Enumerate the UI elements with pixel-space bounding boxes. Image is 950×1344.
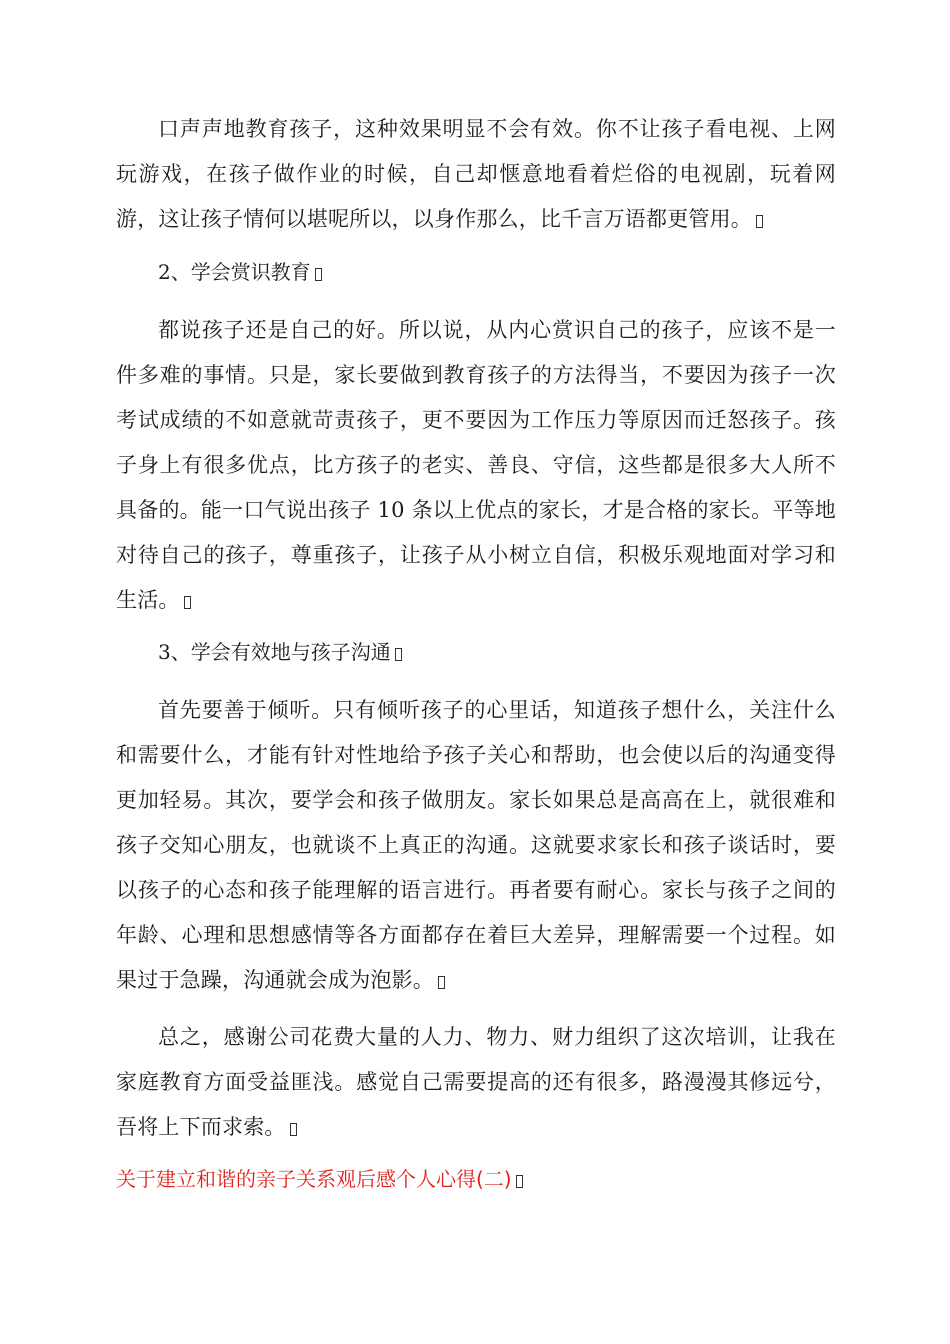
paragraph-1-text: 口声声地教育孩子，这种效果明显不会有效。你不让孩子看电视、上网玩游戏，在孩子做作业的时候，自己却惬意地看着烂俗的电视剧，玩着网游，这让孩子情何以堪呢所以，以身作那么，比千言万语都更管用。: [116, 117, 836, 231]
section-heading-3-text: 3、学会有效地与孩子沟通: [158, 640, 391, 664]
paragraph-mark-icon: [290, 1123, 297, 1136]
paragraph-1: [116, 107, 836, 242]
paragraph-4: [116, 1015, 836, 1150]
paragraph-4-text: 总之，感谢公司花费大量的人力、物力、财力组织了这次培训，让我在家庭教育方面受益匪浅。感觉自己需要提高的还有很多，路漫漫其修远兮，吾将上下而求索。: [116, 1025, 836, 1139]
paragraph-mark-icon: [756, 215, 763, 228]
paragraph-3: [116, 688, 836, 1003]
section-title-red: [116, 1164, 523, 1194]
section-heading-2-text: 2、学会赏识教育: [158, 260, 311, 284]
paragraph-2: [116, 308, 836, 623]
paragraph-mark-icon: [315, 268, 322, 281]
section-heading-3: [158, 637, 402, 667]
paragraph-mark-icon: [395, 648, 402, 661]
paragraph-3-text: 首先要善于倾听。只有倾听孩子的心里话，知道孩子想什么，关注什么和需要什么，才能有针对性地给予孩子关心和帮助，也会使以后的沟通变得更加轻易。其次，要学会和孩子做朋友。家长如果总是高高在上，就很难和孩子交知心朋友，也就谈不上真正的沟通。这就要求家长和孩子谈话时，要以孩子的心态和孩子能理解的语言进行。再者要有耐心。家长与孩子之间的年龄、心理和思想感情等各方面都存在着巨大差异，理解需要一个过程。如果过于急躁，沟通就会成为泡影。: [116, 698, 836, 992]
paragraph-2-text: 都说孩子还是自己的好。所以说，从内心赏识自己的孩子，应该不是一件多难的事情。只是，家长要做到教育孩子的方法得当，不要因为孩子一次考试成绩的不如意就苛责孩子，更不要因为工作压力等原因而迁怒孩子。孩子身上有很多优点，比方孩子的老实、善良、守信，这些都是很多大人所不具备的。能一口气说出孩子 10 条以上优点的家长，才是合格的家长。平等地对待自己的孩子，尊重孩子，让孩子从小树立自信，积极乐观地面对学习和生活。: [116, 318, 836, 612]
paragraph-mark-icon: [184, 596, 191, 609]
paragraph-mark-icon: [438, 976, 445, 989]
paragraph-mark-icon: [516, 1175, 523, 1188]
section-title-red-text: 关于建立和谐的亲子关系观后感个人心得(二): [116, 1167, 512, 1191]
section-heading-2: [158, 257, 322, 287]
